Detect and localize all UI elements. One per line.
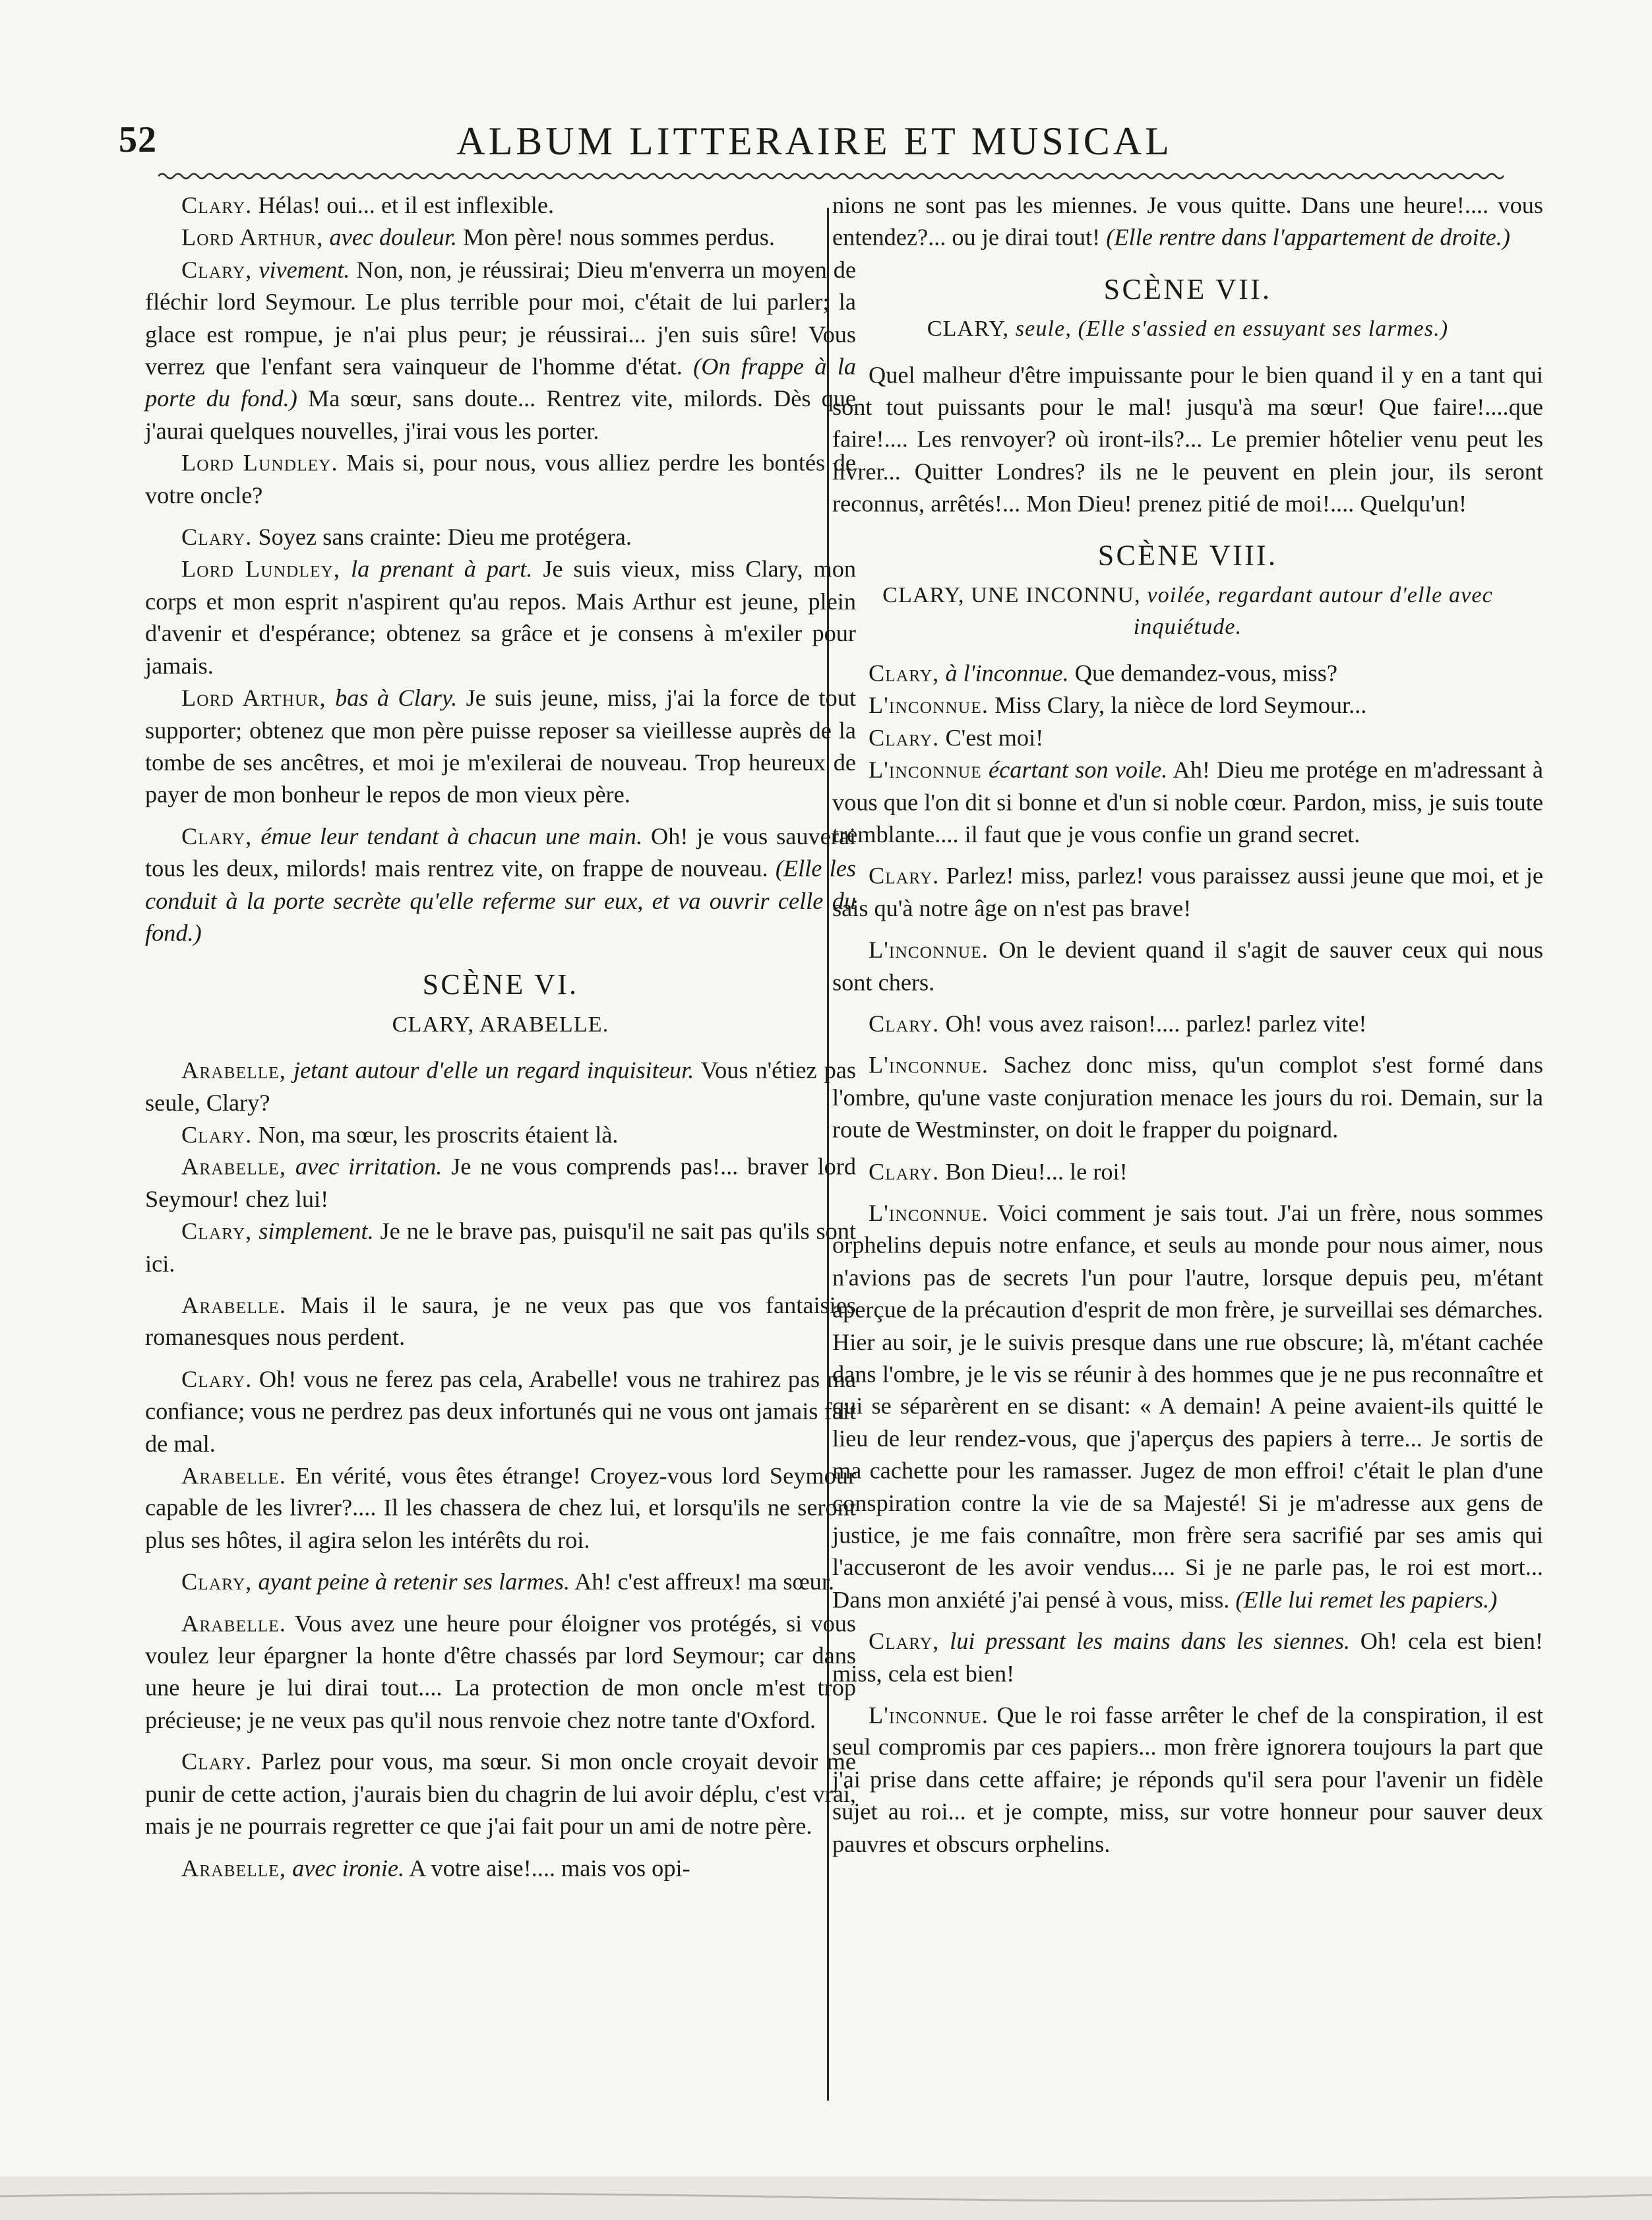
speech-text: Mais si, pour nous, vous alliez perdre les bontés de votre oncle? (145, 450, 856, 509)
speaker-name: Arabelle. (181, 1463, 287, 1490)
speech-text: A votre aise!.... mais vos opi- (409, 1855, 690, 1882)
dialogue-line (145, 554, 856, 683)
page-bottom-edge (0, 2097, 1652, 2220)
speaker-name: Clary. (181, 1122, 253, 1149)
dialogue-line (832, 658, 1543, 690)
right-column (832, 190, 1543, 1861)
speaker-name: Clary, (181, 1219, 253, 1245)
left-column (145, 190, 856, 1884)
speaker-name: L'inconnue. (869, 693, 989, 720)
dialogue-line (145, 1216, 856, 1281)
speech-text: Oh! je vous sauverai tous les deux, milords! mais rentrez vite, on frappe de nouveau. (145, 824, 857, 882)
speaker-name: Lord Arthur, (181, 685, 326, 712)
left-dialogue (145, 190, 856, 950)
dialogue-line (145, 255, 856, 448)
scene-viii-direction: voilée, regardant autour d'elle avec inquiétude. (1133, 582, 1493, 640)
speech-text: Parlez! miss, parlez! vous paraissez aussi jeune que moi, et je sais qu'à notre âge on n'est pas brave! (832, 863, 1544, 922)
stage-direction: avec irritation. (295, 1154, 443, 1181)
dialogue-line (145, 190, 856, 222)
speaker-name: L'inconnue. (869, 1200, 989, 1227)
dialogue-line (832, 1008, 1543, 1041)
speaker-name: L'inconnue. (869, 1053, 989, 1079)
speech-text: Voici comment je sais tout. J'ai un frère, nous sommes orphelins depuis notre enfance, et seuls au monde pour nous aimer, nous n'avions pas de secrets l'un pour l'autre, lorsque depuis peu, m'étant aperçue de la précaution d'esprit de mon frère, je surveillai ses démarches. Hier au soir, je le suivis presque dans une rue obscure; là, m'étant cachée dans l'ombre, je le vis se réunir à des hommes que je ne pus reconnaître et qui se séparèrent en se disant: « A demain! A peine avaient-ils quitté le lieu de leur rendez-vous, que j'aperçus des papiers à terre... Je sortis de ma cachette pour les ramasser. Jugez de mon effroi! c'était le plan d'une conspiration contre la vie de sa Majesté! Si je m'adresse aux gens de justice, je me fais connaître, mon frère sera sacrifié par ses amis qui l'accuseront de les avoir vendus.... Si je ne parle pas, le roi est mort... Dans mon anxiété j'ai pensé à vous, miss. (832, 1200, 1543, 1614)
page-header (119, 119, 1510, 178)
dialogue-line (832, 722, 1543, 755)
stage-direction: (Elle les conduit à la porte secrète qu'elle referme sur eux, et va ouvrir celle du fond.) (145, 855, 856, 947)
speech-text: Non, ma sœur, les proscrits étaient là. (258, 1122, 619, 1149)
dialogue-line (145, 1119, 856, 1152)
speaker-name: Clary. (181, 1749, 253, 1775)
continued-speech: nions ne sont pas les miennes. Je vous quitte. Dans une heure!.... vous entendez?... ou je dirai tout! (832, 193, 1543, 251)
speech-text: Que le roi fasse arrêter le chef de la conspiration, il est seul compromis par ces papiers... mon frère ignorera toujours la part que j'ai prise dans cette affaire; je réponds qu'il sera pour l'avenir un fidèle sujet au roi... et je compte, miss, sur votre honneur pour sauver deux pauvres et obscurs orphelins. (832, 1702, 1544, 1858)
speech-text: Oh! cela est bien! miss, cela est bien! (832, 1628, 1543, 1688)
dialogue-line (145, 448, 856, 512)
dialogue-line (145, 522, 856, 554)
scene-vii-direction: seule, (Elle s'assied en essuyant ses larmes.) (1015, 315, 1449, 342)
speech-text: Ma sœur, sans doute... Rentrez vite, milords. Dès que j'aurai quelques nouvelles, j'irai vous les porter. (145, 386, 856, 445)
speaker-name: Clary. (869, 1011, 940, 1037)
speech-text: Ah! Dieu me protége en m'adressant à vous que l'on dit si bonne et d'un si noble cœur. Pardon, miss, je suis toute tremblante.... il faut que je vous confie un grand secret. (832, 757, 1544, 848)
speaker-name: L'inconnue (869, 757, 982, 784)
speech-text: Je ne le brave pas, puisqu'il ne sait pas qu'ils sont ici. (145, 1219, 857, 1278)
dialogue-line (832, 1198, 1543, 1617)
speech-text: Mon père! nous sommes perdus. (463, 225, 775, 251)
scene-vii-monologue: Quel malheur d'être impuissante pour le bien quand il y en a tant qui sont tout puissants pour le mal! jusqu'à ma sœur! Que faire!....que faire!.... Les renvoyer? où iront-ils?... Le premier hôtelier venu peut les livrer... Quitter Londres? ils ne le peuvent en plein jour, ils seront reconnus, arrêtés!... Mon Dieu! prenez pitié de moi!.... Quelqu'un! (832, 362, 1543, 518)
speaker-name: Clary. (869, 1159, 940, 1185)
speaker-name: Arabelle, (181, 1855, 287, 1882)
stage-direction: jetant autour d'elle un regard inquisiteur. (293, 1057, 694, 1084)
stage-direction: avec douleur. (329, 225, 458, 251)
speech-text: Oh! vous avez raison!.... parlez! parlez vite! (945, 1011, 1367, 1037)
dialogue-line (832, 1626, 1543, 1690)
speaker-name: Clary, (181, 257, 253, 284)
speech-text: Mais il le saura, je ne veux pas que vos fantaisies romanesques nous perdent. (145, 1293, 856, 1351)
scene-viii-title: SCÈNE VIII. (1097, 538, 1278, 572)
speech-text: Non, non, je réussirai; Dieu m'enverra un moyen de fléchir lord Seymour. Le plus terrible pour moi, c'était de lui parler; la glace est rompue, je n'ai plus peur; je réussirai... j'en suis sûre! Vous verrez que l'enfant sera vainqueur de l'homme d'état. (145, 257, 856, 381)
speaker-name: Clary, (181, 1569, 253, 1595)
page-number: 52 (119, 119, 157, 160)
speaker-name: Clary, (869, 1628, 940, 1655)
dialogue-line (832, 1156, 1543, 1188)
speech-text: Je suis jeune, miss, j'ai la force de tout supporter; obtenez que mon père puisse reposer sa vieillesse auprès de la tombe de ses ancêtres, et moi je m'exilerai de nouveau. Trop heureux de payer de mon bonheur le repos de mon vieux père. (145, 685, 856, 809)
dialogue-line (832, 1050, 1543, 1147)
scene-vii-characters (832, 313, 1543, 345)
continued-text (832, 190, 1543, 255)
stage-direction: la prenant à part. (351, 557, 533, 583)
speaker-name: Lord Arthur, (181, 225, 324, 251)
speaker-name: Lord Lundley. (181, 450, 338, 477)
speaker-name: Clary. (181, 193, 253, 219)
speech-text: Parlez pour vous, ma sœur. Si mon oncle croyait devoir me punir de cette action, j'aurais bien du chagrin de lui avoir déplu, c'est vrai, mais je ne pourrais regretter ce que j'ai fait pour un ami de notre père. (145, 1749, 856, 1840)
dialogue-line (145, 1608, 856, 1737)
speaker-name: L'inconnue. (869, 937, 989, 964)
dialogue-line (832, 935, 1543, 999)
stage-direction: écartant son voile. (988, 757, 1168, 784)
stage-direction: (Elle rentre dans l'appartement de droite.) (1106, 225, 1510, 251)
speech-text: Vous avez une heure pour éloigner vos protégés, si vous voulez leur épargner la honte d'être chassés par lord Seymour; car dans une heure je lui dirai tout.... La protection de mon oncle m'est trop précieuse; je ne veux pas qu'il nous renvoie chez notre tante d'Oxford. (145, 1611, 857, 1734)
speaker-name: Clary. (869, 725, 940, 752)
dialogue-line (145, 222, 856, 255)
dialogue-line (145, 1853, 856, 1885)
dialogue-line (832, 1700, 1543, 1861)
scene-vii-character: CLARY, (927, 315, 1010, 342)
dialogue-line (145, 1364, 856, 1461)
dialogue-line (832, 861, 1543, 925)
speaker-name: Clary. (869, 863, 940, 890)
scene-vi-dialogue (145, 1055, 856, 1884)
speaker-name: Arabelle. (181, 1611, 287, 1638)
dialogue-line (145, 821, 856, 950)
speech-text: Je suis vieux, miss Clary, mon corps et mon esprit n'aspirent qu'au repos. Mais Arthur est jeune, plein d'avenir et d'espérance; obtenez sa grâce et je consens à m'exiler pour jamais. (145, 557, 857, 680)
dialogue-line (145, 683, 856, 811)
dialogue-line (145, 1055, 856, 1119)
speech-text: Ah! c'est affreux! ma sœur. (574, 1569, 834, 1595)
stage-direction: (Elle lui remet les papiers.) (1235, 1587, 1498, 1614)
running-title: ALBUM LITTERAIRE ET MUSICAL (456, 119, 1173, 163)
speaker-name: Clary, (869, 660, 940, 687)
stage-direction: lui pressant les mains dans les siennes. (950, 1628, 1350, 1655)
stage-direction: ayant peine à retenir ses larmes. (258, 1569, 570, 1595)
dialogue-line (832, 755, 1543, 851)
speech-text: Que demandez-vous, miss? (1074, 660, 1337, 687)
speech-text: C'est moi! (945, 725, 1044, 752)
scene-vi-characters: CLARY, ARABELLE. (392, 1010, 609, 1037)
speaker-name: L'inconnue. (869, 1702, 989, 1729)
dialogue-line (145, 1152, 856, 1216)
speaker-name: Clary. (181, 1366, 253, 1393)
scene-viii-character-list: CLARY, UNE INCONNU, (882, 582, 1141, 607)
scene-vii-title: SCÈNE VII. (1103, 272, 1272, 305)
stage-direction: avec ironie. (292, 1855, 405, 1882)
stage-direction: vivement. (259, 257, 350, 284)
dialogue-line (145, 1460, 856, 1557)
speaker-name: Arabelle, (181, 1057, 287, 1084)
dialogue-line (145, 1290, 856, 1355)
speaker-name: Arabelle. (181, 1293, 287, 1319)
speech-text: Vous n'étiez pas seule, Clary? (145, 1057, 856, 1117)
speech-text: Sachez donc miss, qu'un complot s'est formé dans l'ombre, qu'une vaste conjuration menace les jours du roi. Demain, sur la route de Westminster, on doit le frapper du poignard. (832, 1053, 1544, 1144)
speaker-name: Clary. (181, 524, 253, 551)
speech-text: Bon Dieu!... le roi! (945, 1159, 1128, 1185)
speech-text: En vérité, vous êtes étrange! Croyez-vous lord Seymour capable de les livrer?.... Il les chassera de chez lui, et lorsqu'ils ne seront plus ses hôtes, il agira selon les intérêts du roi. (145, 1463, 856, 1554)
speech-text: Hélas! oui... et il est inflexible. (258, 193, 555, 219)
dialogue-line (145, 1566, 856, 1599)
stage-direction: (On frappe à la porte du fond.) (145, 354, 857, 413)
stage-direction: simplement. (259, 1219, 374, 1245)
speech-text: On le devient quand il s'agit de sauver ceux qui nous sont chers. (832, 937, 1543, 996)
scene-viii-characters (832, 579, 1543, 644)
dialogue-line (145, 1746, 856, 1843)
stage-direction: à l'inconnue. (945, 660, 1069, 687)
speaker-name: Clary, (181, 824, 253, 850)
speech-text: Oh! vous ne ferez pas cela, Arabelle! vous ne trahirez pas ma confiance; vous ne perdrez pas deux infortunés qui ne vous ont jamais fait de mal. (145, 1366, 857, 1458)
dialogue-line (832, 690, 1543, 722)
speaker-name: Arabelle, (181, 1154, 287, 1181)
speaker-name: Lord Lundley, (181, 557, 341, 583)
speech-text: Miss Clary, la nièce de lord Seymour... (994, 693, 1367, 720)
speech-text: Je ne vous comprends pas!... braver lord Seymour! chez lui! (145, 1154, 856, 1213)
header-rule (158, 170, 1504, 182)
scene-vi-title: SCÈNE VI. (422, 968, 579, 1001)
speech-text: Soyez sans crainte: Dieu me protégera. (258, 524, 632, 551)
scene-viii-dialogue (832, 658, 1543, 1861)
stage-direction: bas à Clary. (335, 685, 458, 712)
stage-direction: émue leur tendant à chacun une main. (260, 824, 643, 850)
